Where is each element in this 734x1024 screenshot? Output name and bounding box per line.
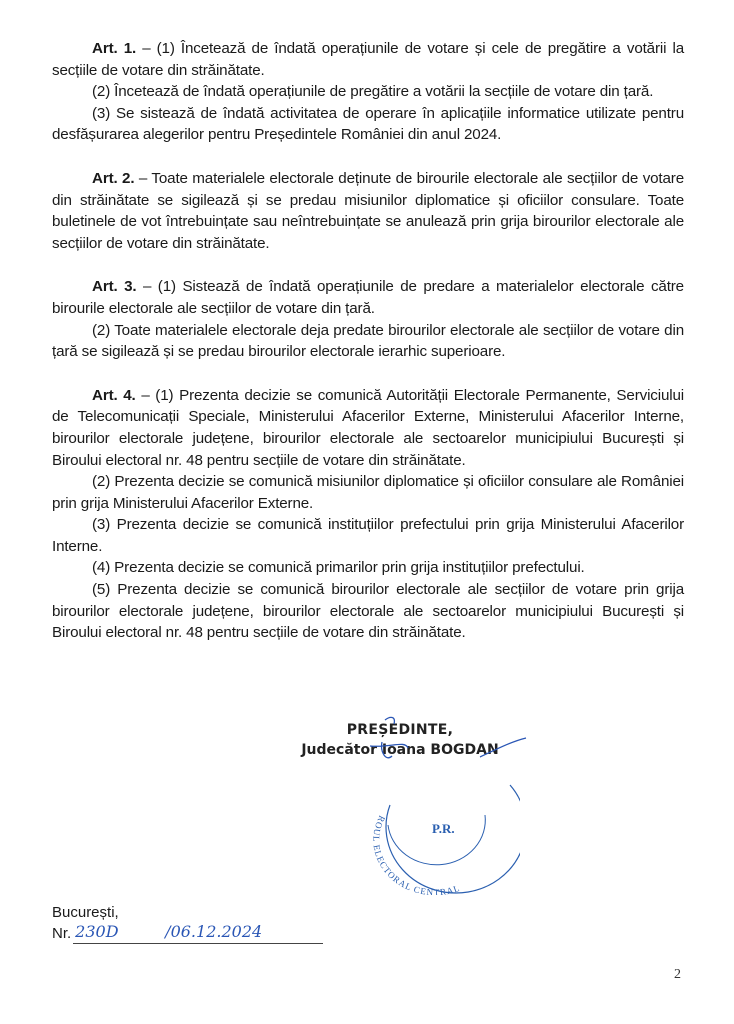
- signature-name: Judecător Ioana BOGDAN: [301, 742, 499, 758]
- registration-number-field: [73, 923, 323, 944]
- article-4-paragraph-5: (5) Prezenta decizie se comunică birourilor electorale ale secțiilor de votare prin grija birourilor electorale județene, birourilor electorale ale sectoarelor municipiului București și Biroului electoral nr. 48 pentru secțiile de votare din străinătate.: [52, 581, 684, 642]
- svg-text:P.R.: P.R.: [432, 821, 455, 836]
- article-4-paragraph-1: Art. 4. – (1) Prezenta decizie se comunică Autorității Electorale Permanente, Serviciului de Telecomunicații Speciale, Ministerului Afacerilor Externe, Ministerului Afacerilor Interne, birourilor electorale județene, birourilor electorale ale sectoarelor municipiului București și Biroului electoral nr. 48 pentru secțiile de votare din străinătate.: [52, 386, 684, 469]
- signature-title: PREȘEDINTE,: [346, 722, 454, 738]
- registration-number-line: [52, 923, 323, 944]
- article-label: Art. 2.: [92, 169, 135, 187]
- article-4: [52, 385, 684, 644]
- article-3: [52, 276, 684, 362]
- nr-label: Nr.: [52, 925, 72, 942]
- article-1: [52, 38, 684, 146]
- article-2-paragraph-1: Art. 2. – Toate materialele electorale deținute de birourile electorale ale secțiilor de votare din străinătate se sigilează și se predau misiunilor diplomatice și oficiilor consulare. Toate buletinele de vot întrebuințate sau neîntrebuințate se anulează prin grija birourilor electorale ale secțiilor de votare din străinătate.: [52, 169, 685, 252]
- article-label: Art. 4.: [92, 386, 136, 404]
- handwritten-number: 230D: [75, 922, 119, 941]
- article-1-paragraph-1: Art. 1. – (1) Încetează de îndată operațiunile de votare și cele de pregătire a votării la secțiile de votare din străinătate.: [52, 40, 684, 79]
- signature-block: [270, 720, 530, 760]
- article-4-paragraph-2: (2) Prezenta decizie se comunică misiunilor diplomatice și oficiilor consulare ale României prin grija Ministerului Afacerilor Externe.: [52, 473, 684, 512]
- article-label: Art. 1.: [92, 40, 137, 57]
- article-4-paragraph-4: (4) Prezenta decizie se comunică primarilor prin grija instituțiilor prefectului.: [92, 559, 585, 577]
- svg-text:ROUL ELECTORAL CENTRAL: ROUL ELECTORAL CENTRAL: [371, 814, 462, 895]
- article-1-paragraph-2: (2) Încetează de îndată operațiunile de pregătire a votării la secțiile de votare din țară.: [92, 83, 654, 101]
- page-number: 2: [674, 967, 681, 982]
- article-2: [52, 168, 684, 254]
- document-body: [52, 38, 684, 666]
- article-3-paragraph-1: Art. 3. – (1) Sistează de îndată operațiunile de predare a materialelor electorale către birourile electorale ale secțiilor de votare din țară.: [52, 278, 684, 317]
- article-3-paragraph-2: (2) Toate materialele electorale deja predate birourilor electorale ale secțiilor de votare din țară se sigilează și se predau birourilor electorale ierarhic superioare.: [52, 321, 684, 361]
- official-stamp-icon: [360, 775, 520, 895]
- handwritten-date: /06.12.2024: [165, 922, 263, 941]
- article-label: Art. 3.: [92, 278, 137, 296]
- article-1-paragraph-3: (3) Se sistează de îndată activitatea de operare în aplicațiile informatice utilizate pentru desfășurarea alegerilor pentru Președintele României din anul 2024.: [52, 104, 684, 144]
- article-4-paragraph-3: (3) Prezenta decizie se comunică instituțiilor prefectului prin grija Ministerului Afacerilor Interne.: [52, 516, 684, 555]
- document-footer: [52, 902, 323, 944]
- footer-city: București,: [52, 904, 119, 921]
